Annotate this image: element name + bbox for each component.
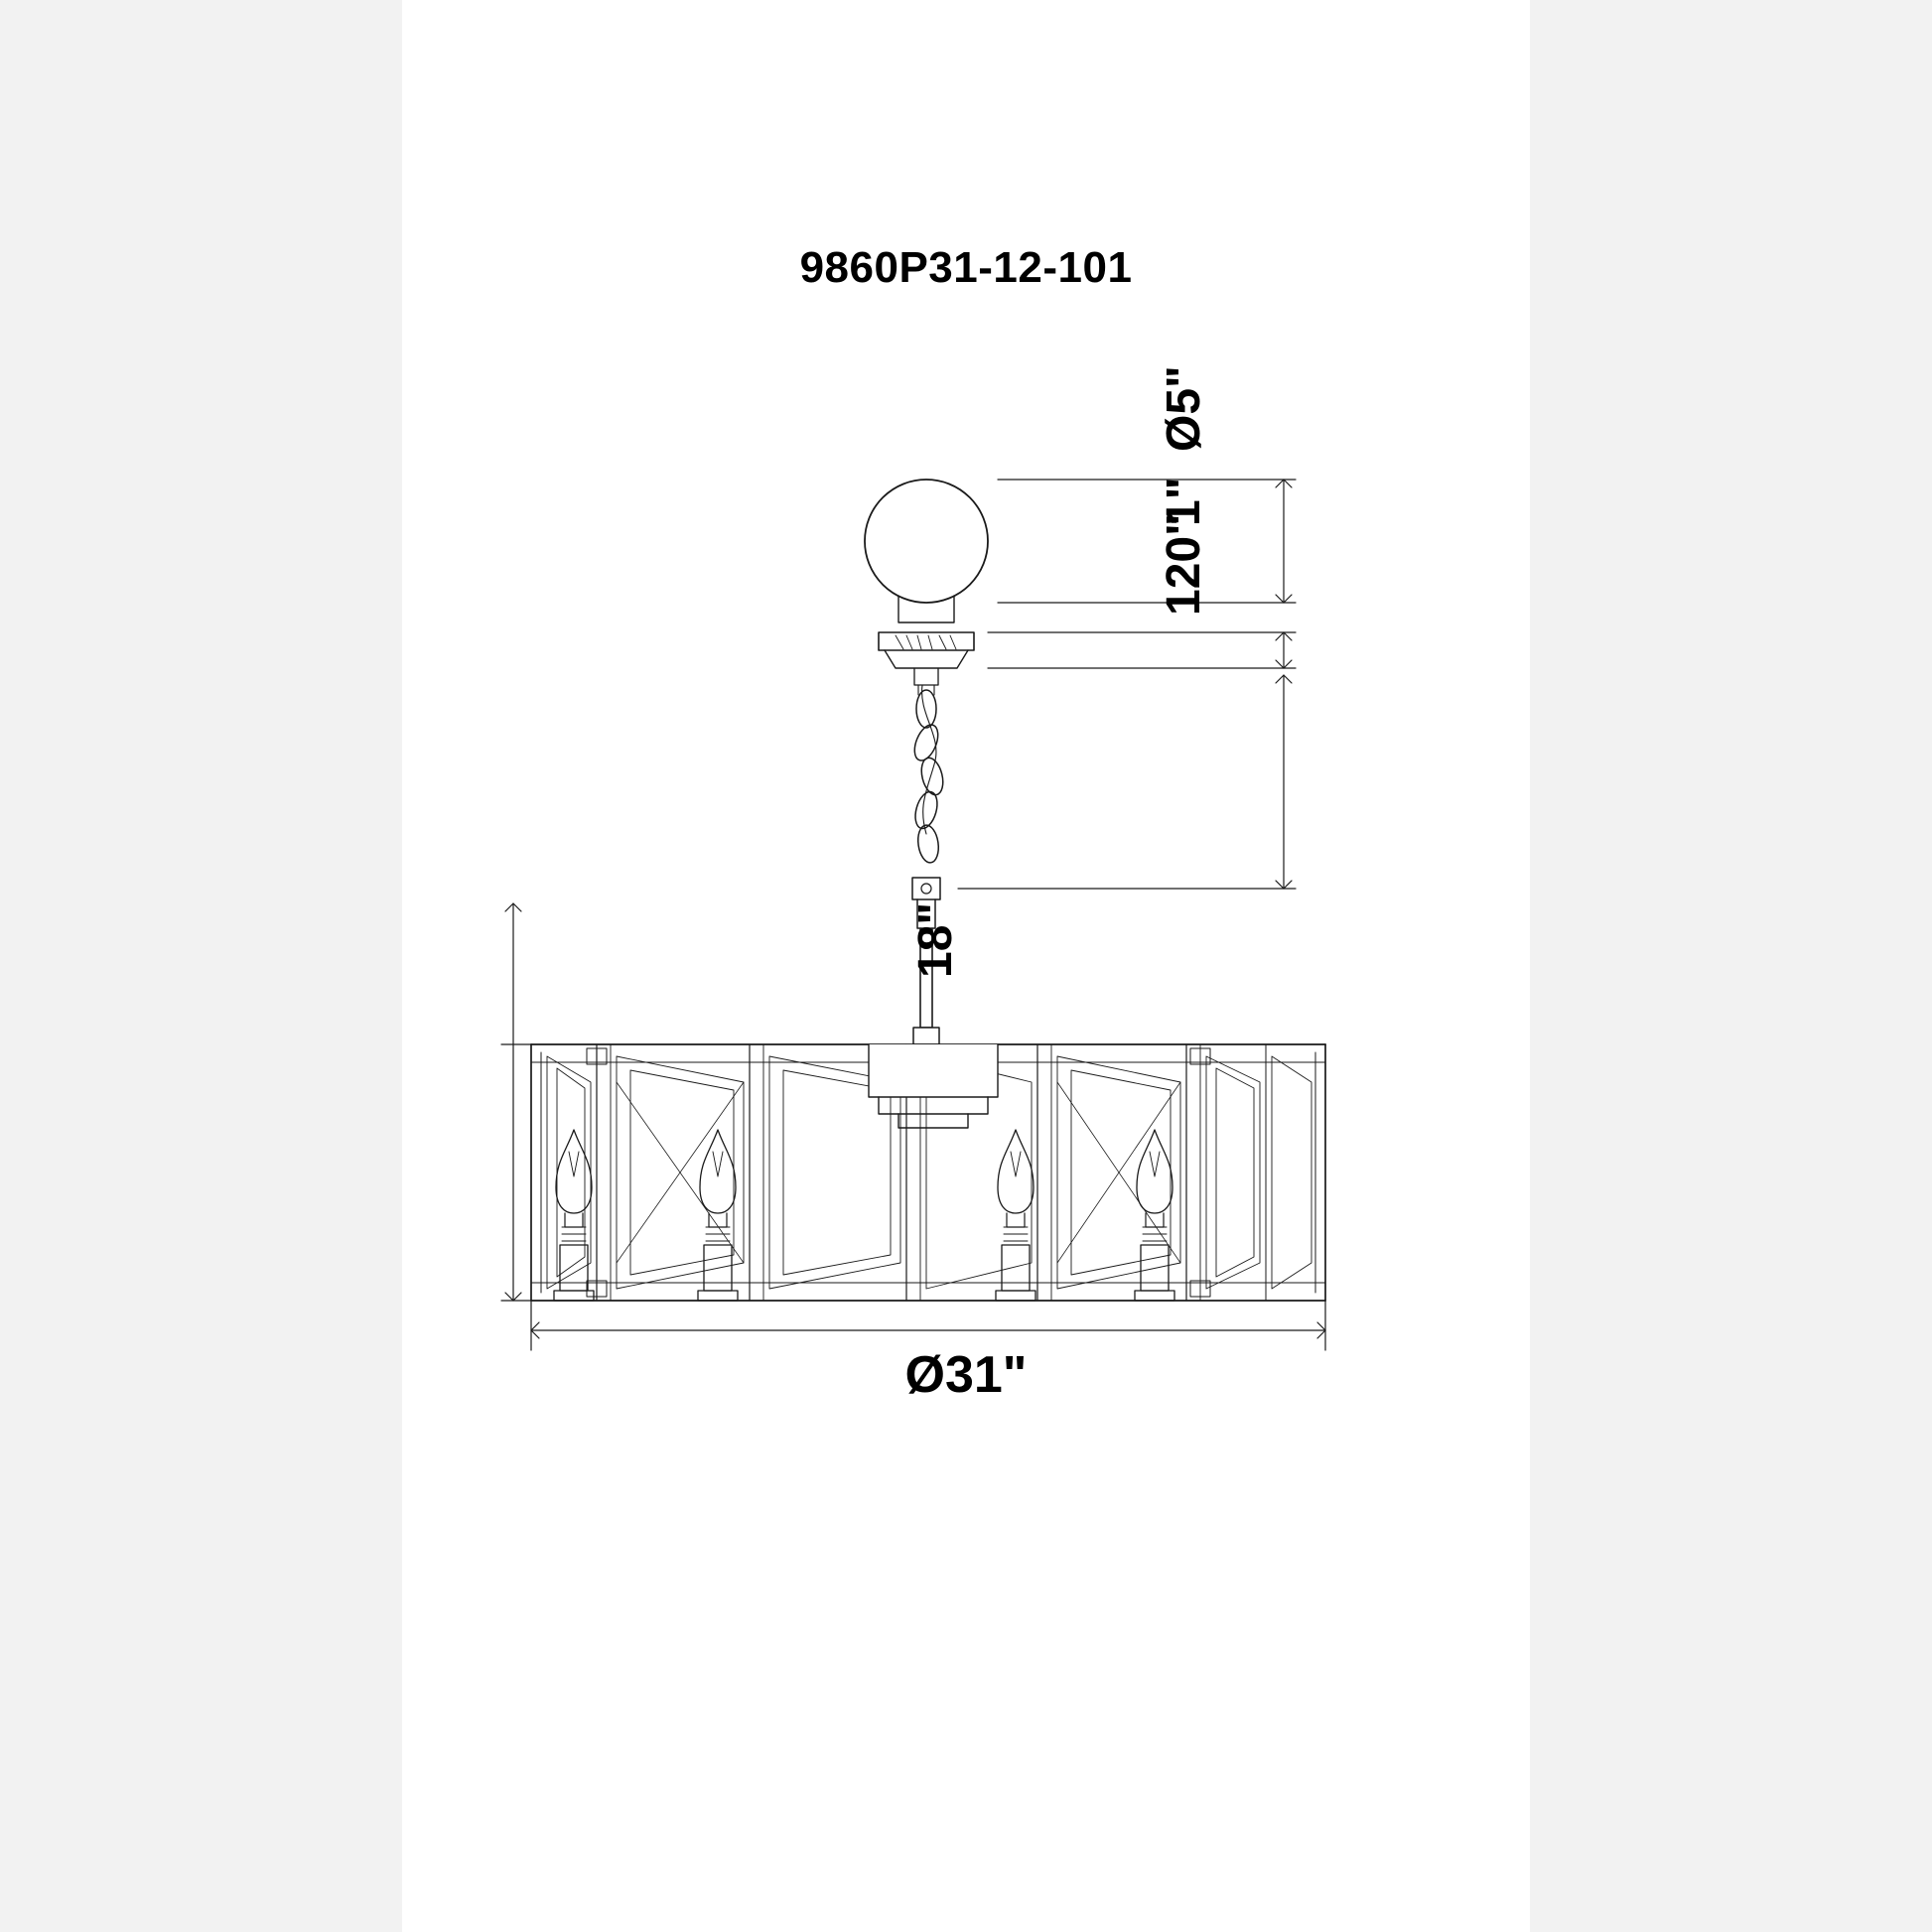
dimension-globe-diameter: Ø5" bbox=[1158, 365, 1210, 452]
chain-shape bbox=[910, 685, 947, 864]
page-margin-left bbox=[0, 0, 402, 1932]
drawing-sheet bbox=[402, 0, 1530, 1932]
page-title: 9860P31-12-101 bbox=[799, 243, 1133, 292]
dimension-body-height: 18" bbox=[909, 901, 962, 978]
dimension-canopy-height: 1" bbox=[1158, 477, 1210, 526]
technical-drawing bbox=[402, 0, 1530, 1932]
bulb-assemblies bbox=[554, 1130, 1174, 1301]
fixture-body bbox=[531, 1044, 1325, 1301]
dimension-overall-height: 120" bbox=[1158, 513, 1210, 616]
page-margin-right bbox=[1530, 0, 1932, 1932]
dimension-fixture-diameter: Ø31" bbox=[904, 1346, 1028, 1404]
canopy-shape bbox=[879, 632, 974, 695]
globe-shape bbox=[865, 480, 988, 622]
